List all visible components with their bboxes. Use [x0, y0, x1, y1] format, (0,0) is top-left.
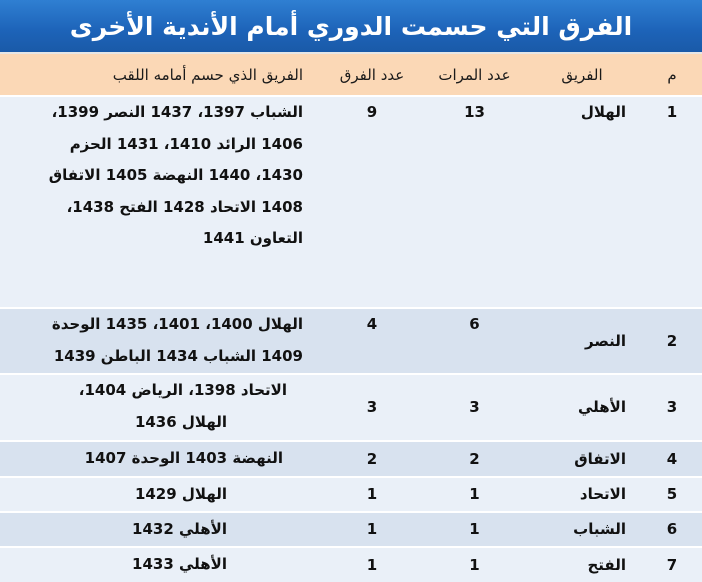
row-team: الاتفاق	[574, 449, 626, 468]
row-team: الاتحاد	[579, 485, 626, 503]
row-times: 6	[469, 315, 480, 333]
header-team: الفريق	[561, 65, 603, 84]
list-line: التعاون 1441	[202, 229, 303, 247]
row-teams-list	[0, 477, 317, 512]
row-teams-list	[0, 308, 317, 374]
table-row	[0, 477, 702, 512]
header-row	[0, 54, 702, 96]
table-row	[0, 512, 702, 547]
row-times: 13	[464, 103, 485, 121]
row-teams-list	[0, 512, 317, 547]
row-teams-list	[0, 547, 317, 582]
list-line: الأهلي 1432	[132, 519, 227, 538]
list-line: النهضة 1403 الوحدة 1407	[84, 449, 283, 468]
row-team: الأهلي	[577, 398, 626, 416]
row-times: 1	[469, 520, 480, 538]
row-teams-list	[0, 441, 317, 477]
row-index: 4	[666, 449, 678, 468]
header-index: م	[667, 65, 677, 84]
row-teams-count: 1	[366, 485, 378, 503]
header-teams-list: الفريق الذي حسم أمامه اللقب	[112, 65, 303, 84]
list-line: الشباب 1397، 1437 النصر 1399،	[51, 103, 303, 121]
row-team: الفتح	[587, 555, 626, 574]
table-title: الفرق التي حسمت الدوري أمام الأندية الأخرى	[0, 0, 702, 54]
row-times: 2	[469, 449, 480, 468]
list-line: الهلال 1436	[134, 412, 227, 431]
table-row	[0, 374, 702, 441]
list-line: الأهلي 1433	[132, 555, 227, 574]
row-index: 7	[666, 555, 678, 574]
row-team: الهلال	[580, 103, 626, 121]
list-line: الاتحاد 1398، الرياض 1404،	[78, 381, 287, 399]
list-line: 1406 الرائد 1410، 1431 الحزم	[69, 134, 303, 153]
row-team: الشباب	[573, 520, 626, 538]
row-teams-count: 2	[366, 449, 378, 468]
row-index: 6	[666, 520, 678, 538]
league-table	[0, 54, 702, 582]
row-index: 1	[666, 103, 678, 121]
row-team: النصر	[584, 331, 626, 350]
list-line: الهلال 1400، 1401، 1435 الوحدة	[51, 315, 303, 333]
row-times: 3	[469, 398, 480, 416]
table-row	[0, 308, 702, 374]
table-row	[0, 96, 702, 308]
row-teams-count: 3	[366, 398, 378, 416]
list-line: 1409 الشباب 1434 الباطن 1439	[53, 346, 303, 365]
list-line: 1408 الاتحاد 1428 الفتح 1438،	[66, 197, 303, 216]
row-teams-list	[0, 374, 317, 441]
row-teams-count: 4	[366, 315, 378, 333]
row-index: 5	[666, 485, 678, 503]
list-line: الهلال 1429	[134, 484, 227, 503]
list-line: 1430، 1440 النهضة 1405 الاتفاق	[48, 166, 303, 184]
table-row	[0, 547, 702, 582]
table-row	[0, 441, 702, 477]
header-times: عدد المرات	[438, 65, 511, 84]
header-teams-count: عدد الفرق	[339, 65, 405, 84]
row-times: 1	[469, 485, 480, 503]
row-teams-count: 1	[366, 555, 378, 574]
row-index: 2	[666, 331, 678, 350]
row-teams-count: 9	[366, 103, 378, 121]
row-teams-count: 1	[366, 520, 378, 538]
row-times: 1	[469, 555, 480, 574]
row-teams-list	[0, 96, 317, 308]
row-index: 3	[666, 398, 678, 416]
